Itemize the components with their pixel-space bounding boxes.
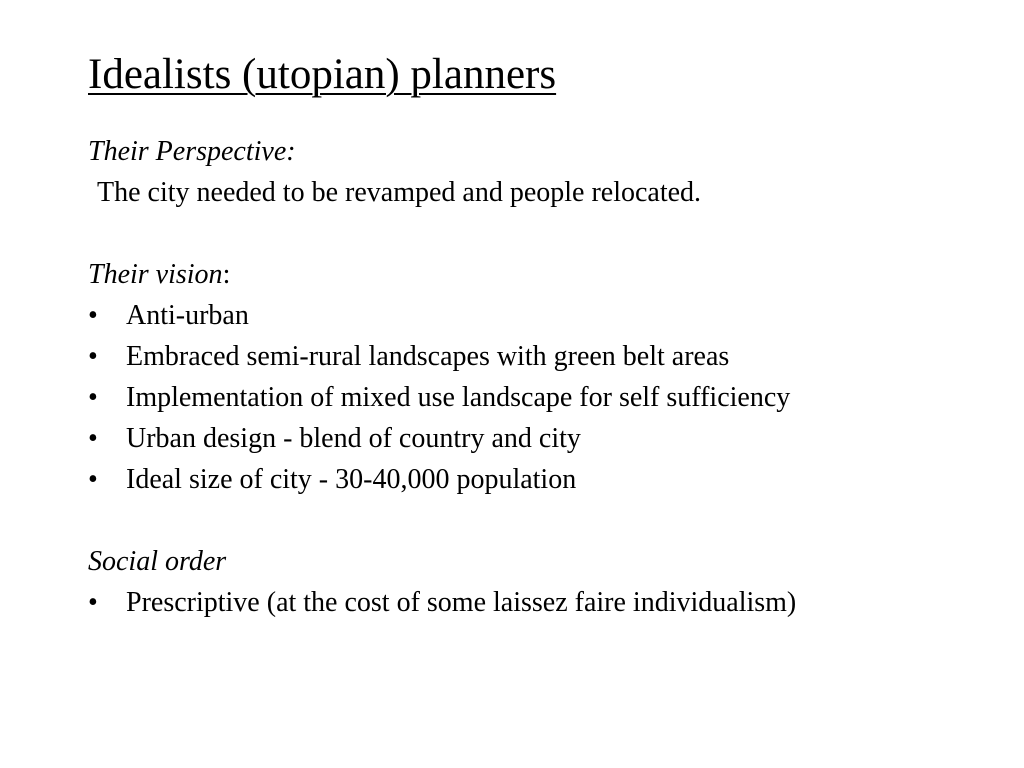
list-item <box>88 582 826 619</box>
list-item-text: Anti-urban <box>126 300 249 331</box>
bullet-icon: • <box>88 423 98 454</box>
bullet-icon: • <box>88 341 98 372</box>
perspective-text: The city needed to be revamped and people relocated. <box>97 177 702 208</box>
vision-list <box>88 295 968 500</box>
list-item <box>88 459 968 500</box>
list-item <box>88 295 968 336</box>
bullet-icon: • <box>88 587 98 618</box>
social-list <box>88 582 968 619</box>
list-item <box>88 418 968 459</box>
slide-body <box>88 131 968 619</box>
bullet-icon: • <box>88 300 98 331</box>
list-item-text: Implementation of mixed use landscape for self sufficiency <box>126 382 791 413</box>
list-item-text: Embraced semi-rural landscapes with green belt areas <box>126 341 730 372</box>
list-item <box>88 336 968 377</box>
vision-heading <box>88 254 968 295</box>
spacer <box>88 213 968 254</box>
spacer <box>88 500 968 541</box>
social-heading: Social order <box>88 546 227 577</box>
bullet-icon: • <box>88 464 98 495</box>
perspective-heading: Their Perspective: <box>88 136 296 167</box>
bullet-icon: • <box>88 382 98 413</box>
list-item-text: Prescriptive (at the cost of some laissez faire individualism) <box>126 587 797 618</box>
vision-heading-colon: : <box>222 259 231 290</box>
list-item-text: Urban design - blend of country and city <box>126 423 581 454</box>
slide-title: Idealists (utopian) planners <box>88 51 557 98</box>
vision-heading-label: Their vision <box>88 259 223 290</box>
list-item <box>88 377 968 418</box>
list-item-text: Ideal size of city - 30-40,000 population <box>126 464 577 495</box>
